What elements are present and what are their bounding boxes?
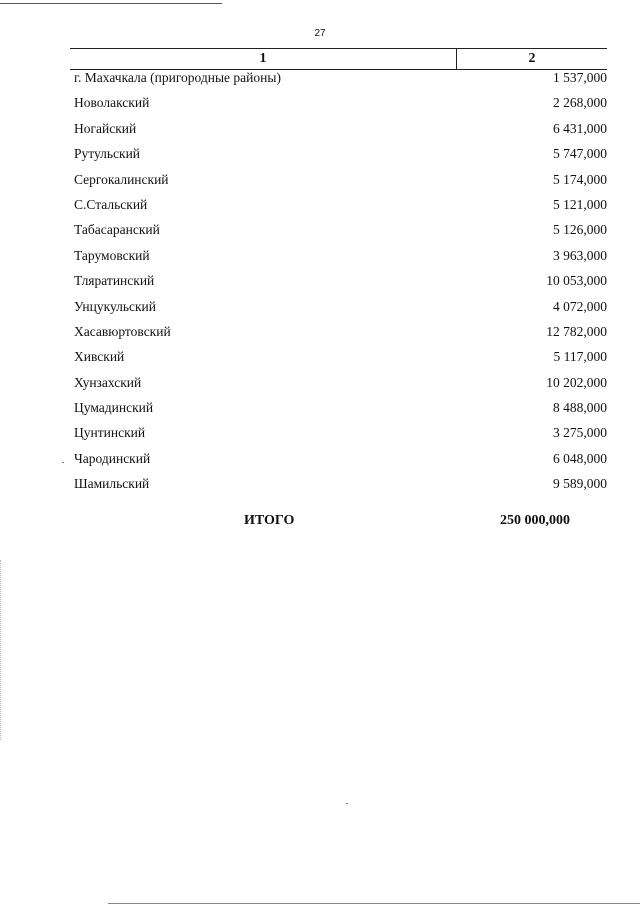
table-header [70, 48, 607, 70]
table-row [74, 220, 607, 245]
district-name: Новолакский [74, 95, 150, 111]
table-row [74, 195, 607, 220]
district-amount: 1 537,000 [553, 70, 607, 85]
district-name: Хунзахский [74, 374, 142, 390]
district-name: Сергокалинский [74, 171, 169, 187]
district-name: Унцукульский [74, 298, 156, 314]
table-row [74, 449, 607, 474]
district-name: Цунтинский [74, 425, 146, 441]
district-name: Хивский [74, 349, 125, 365]
table-row [74, 246, 607, 271]
district-amount: 9 589,000 [553, 476, 607, 492]
table-row [74, 144, 607, 169]
scan-speck [62, 462, 64, 463]
total-label: ИТОГО [244, 513, 295, 528]
district-name: Табасаранский [74, 222, 160, 238]
district-name: Хасавюртовский [74, 323, 171, 339]
table-row [74, 119, 607, 144]
scan-speck [346, 803, 348, 804]
scan-edge-marks-left [0, 560, 3, 740]
table-row [74, 93, 607, 118]
table-row [74, 474, 607, 499]
district-amount: 5 121,000 [553, 196, 607, 212]
district-amount: 2 268,000 [553, 95, 607, 111]
district-name: С.Стальский [74, 196, 148, 212]
district-amount: 5 747,000 [553, 146, 607, 162]
district-name: Тарумовский [74, 247, 150, 263]
table-row [74, 347, 607, 372]
table-row [74, 271, 607, 296]
page-number: 27 [314, 28, 326, 39]
district-name: Тляратинский [74, 273, 155, 289]
district-amount: 4 072,000 [553, 298, 607, 314]
district-amount: 3 963,000 [553, 247, 607, 263]
district-name: Ногайский [74, 120, 137, 136]
table-body [74, 68, 607, 500]
district-amount: 5 174,000 [553, 171, 607, 187]
district-name: Цумадинский [74, 400, 154, 416]
column-header-2: 2 [528, 51, 536, 66]
district-name: Рутульский [74, 146, 141, 162]
table-row [74, 322, 607, 347]
district-amount: 8 488,000 [553, 400, 607, 416]
district-amount: 6 431,000 [553, 120, 607, 136]
district-amount: 6 048,000 [553, 450, 607, 466]
scan-edge-line-bottom [108, 903, 640, 904]
district-name: г. Махачкала (пригородные районы) [74, 70, 281, 85]
district-name: Шамильский [74, 476, 150, 492]
table-row [74, 398, 607, 423]
table-row [74, 297, 607, 322]
district-amount: 10 053,000 [546, 273, 607, 289]
table-row [74, 68, 607, 93]
district-name: Чародинский [74, 450, 151, 466]
district-amount: 5 117,000 [553, 349, 607, 365]
table-row [74, 373, 607, 398]
district-amount: 10 202,000 [546, 374, 607, 390]
table-row [74, 423, 607, 448]
district-amount: 12 782,000 [546, 323, 607, 339]
total-value: 250 000,000 [500, 513, 570, 528]
scan-edge-line-top [0, 3, 222, 4]
table-row [74, 170, 607, 195]
column-header-1: 1 [259, 51, 267, 66]
district-amount: 3 275,000 [553, 425, 607, 441]
district-amount: 5 126,000 [553, 222, 607, 238]
